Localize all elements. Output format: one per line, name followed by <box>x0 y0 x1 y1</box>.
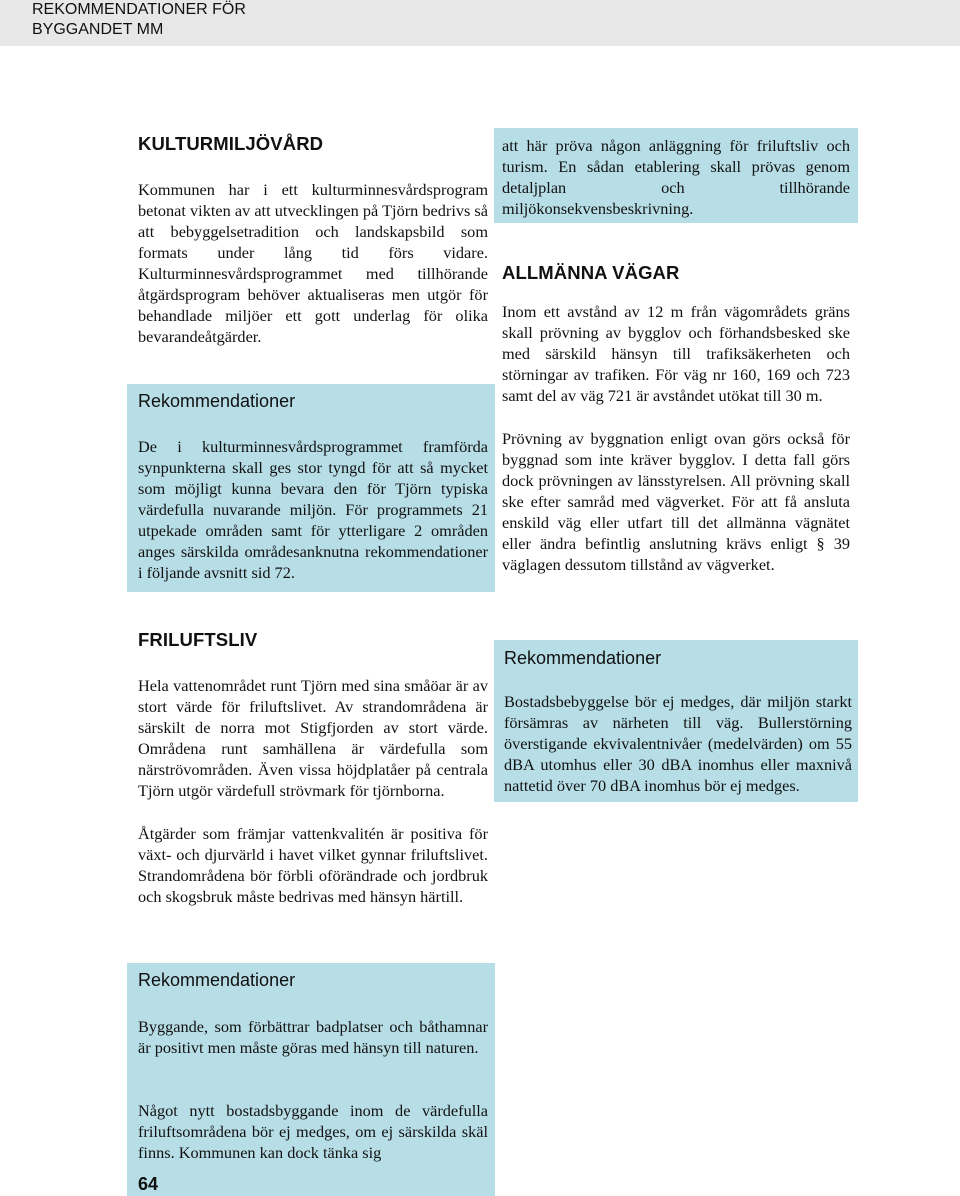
friluftsliv-section <box>138 629 488 907</box>
recommendation-heading: Rekommendationer <box>138 970 296 990</box>
allmanna-vagar-body-1: Inom ett avstånd av 12 m från vägområdets gräns skall prövning av bygglov och förhandsbesked ske med särskild hänsyn till trafiksäkerheten och störningar av trafiken. För väg nr 160, 169 och 723 samt del av väg 721 är avståndet utökat till 30 m. <box>502 302 850 405</box>
recommendation-body: Bostadsbebyggelse bör ej medges, där miljön starkt försämras av närheten till väg. Bullerstörning överstigande ekvivalentnivåer (medelvärden) om 55 dBA utomhus eller 30 dBA inomhus eller maxnivå nattetid över 70 dBA inomhus bör ej medges. <box>504 692 852 795</box>
allmanna-vagar-body-2: Prövning av byggnation enligt ovan görs också för byggnad som inte kräver bygglov. I detta fall görs dock prövningen av länsstyrelsen. All prövning skall ske efter samråd med vägverket. För att få ansluta enskild väg eller utfart till det allmänna vägnätet eller ändra befintlig anslutning krävs enligt § 39 väglagen dessutom tillstånd av vägverket. <box>502 429 850 574</box>
section-heading-friluftsliv: FRILUFTSLIV <box>138 629 258 650</box>
recommendation-heading: Rekommendationer <box>138 391 296 411</box>
recommendation-box-kulturmiljovard <box>127 384 495 592</box>
running-header <box>0 0 960 46</box>
running-title: REKOMMENDATIONER FÖR BYGGANDET MM <box>32 1 246 38</box>
recommendation-box-friluftsliv <box>127 963 495 1196</box>
kulturmiljovard-body: Kommunen har i ett kulturminnesvårdsprogram betonat vikten av att utvecklingen på Tjörn bedrivs så att bebyggelsetradition och landskapsbild som formats under lång tid förs vidare. Kulturminnesvårdsprogrammet med tillhörande åtgärdsprogram behöver aktualiseras men utgör för behandlade miljöer ett gott underlag för olika bevarandeåtgärder. <box>138 180 488 346</box>
recommendation-body-1: Byggande, som förbättrar badplatser och båthamnar är positivt men måste göras med hänsyn till naturen. <box>138 1017 488 1057</box>
section-heading-kulturmiljovard: KULTURMILJÖVÅRD <box>138 133 324 154</box>
recommendation-heading: Rekommendationer <box>504 648 662 668</box>
recommendation-box-friluftsliv-continued <box>494 128 858 223</box>
page-number: 64 <box>138 1174 159 1194</box>
recommendation-body-2: Något nytt bostadsbyggande inom de värdefulla friluftsområdena bör ej medges, om ej särskilda skäl finns. Kommunen kan dock tänka sig <box>138 1101 488 1162</box>
recommendation-body: De i kulturminnesvårdsprogrammet framförda synpunkterna skall ges stor tyngd för att så mycket som möjligt kunna bevara den för Tjörn typiska värdefulla nuvarande miljön. För programmets 21 utpekade områden samt för ytterligare 2 områden anges särskilda områdesanknutna rekommendationer i följande avsnitt sid 72. <box>138 437 488 582</box>
recommendation-body-continued: att här pröva någon anläggning för friluftsliv och turism. En sådan etablering skall prövas genom detaljplan och tillhörande miljökonsekvensbeskrivning. <box>502 136 850 218</box>
allmanna-vagar-section <box>502 262 850 575</box>
kulturmiljovard-section <box>138 133 488 347</box>
friluftsliv-body-2: Åtgärder som främjar vattenkvalitén är positiva för växt- och djurvärld i havet vilket gynnar friluftslivet. Strandområdena bör förbli oförändrade och jordbruk och skogsbruk måste bedrivas med hänsyn härtill. <box>138 824 488 906</box>
section-heading-allmanna-vagar: ALLMÄNNA VÄGAR <box>502 262 680 283</box>
recommendation-box-allmanna-vagar <box>494 640 858 802</box>
friluftsliv-body-1: Hela vattenområdet runt Tjörn med sina småöar är av stort värde för friluftslivet. Av strandområdena är särskilt de norra mot Stigfjorden av stort värde. Områdena runt samhällena är värdefulla som närströvområden. Även vissa höjdplatåer på centrala Tjörn utgör värdefull strövmark för tjörnborna. <box>138 676 488 800</box>
